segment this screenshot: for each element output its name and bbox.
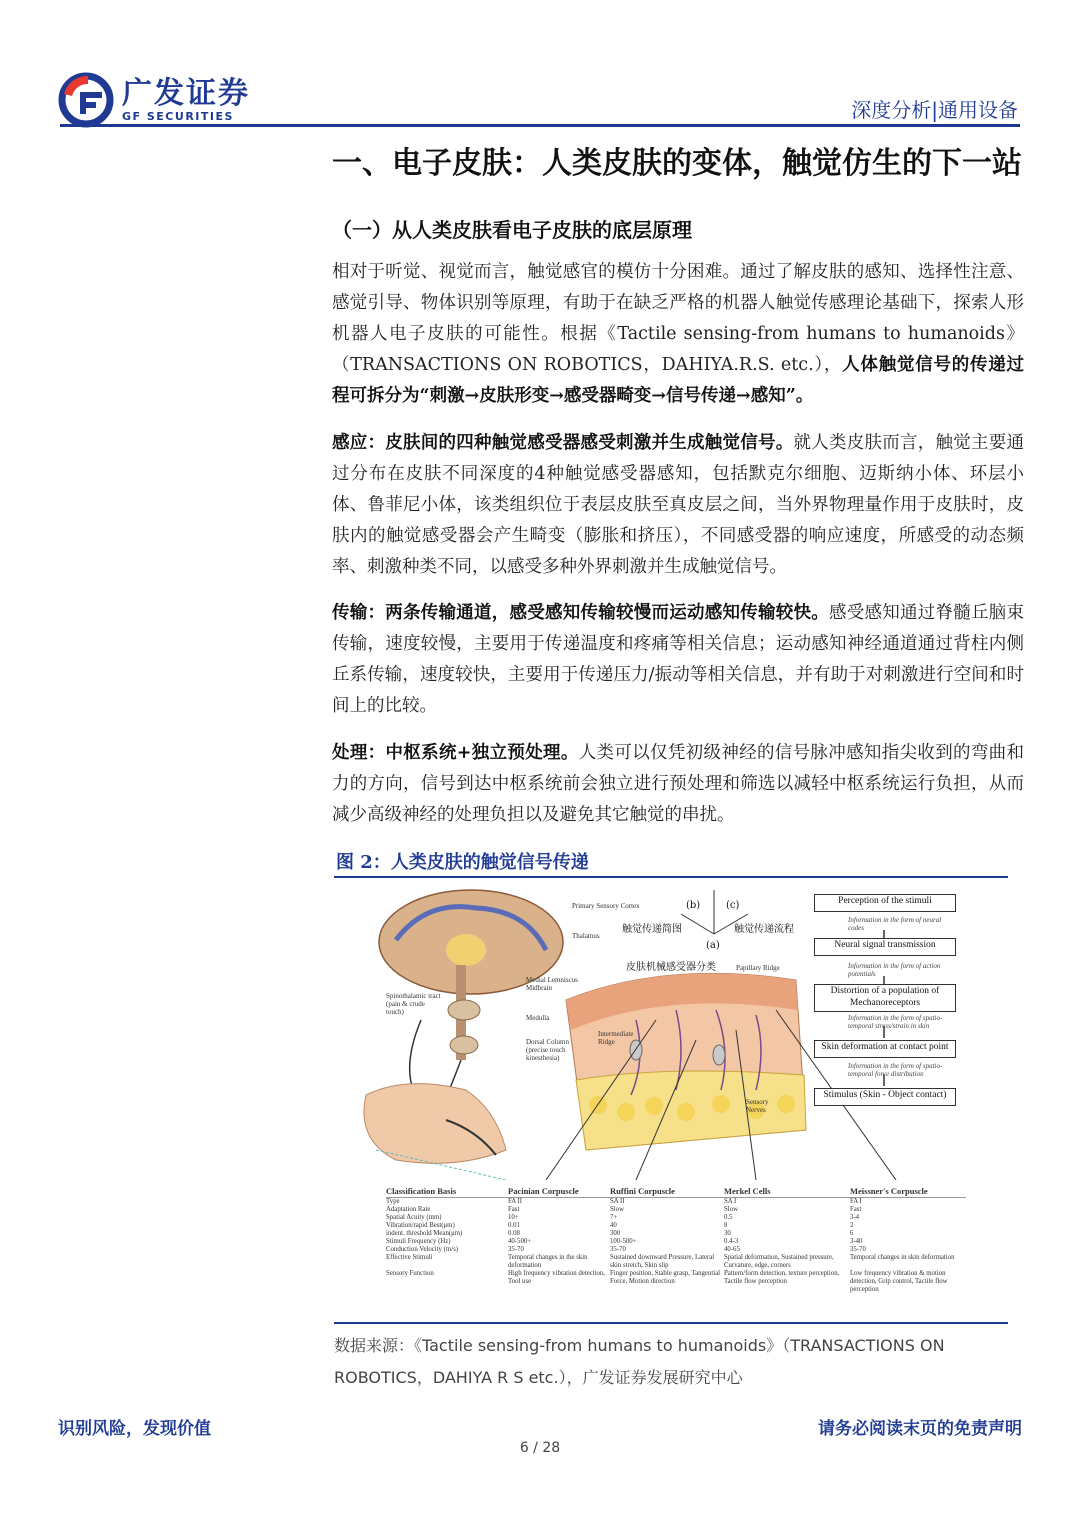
table-cell: Spatial deformation, Sustained pressure, Curvature, edge, corners (724, 1254, 834, 1269)
logo-chinese-name: 广发证券 (122, 75, 250, 111)
table-cell: Fast (850, 1206, 862, 1213)
paragraph-transmission (332, 598, 1024, 722)
table-cell: 3-40 (850, 1238, 863, 1245)
table-cell: Slow (724, 1206, 738, 1213)
panel-b-caption: 触觉传递简图 (622, 924, 682, 935)
table-cell: 7+ (610, 1214, 618, 1221)
table-cell: 0.5 (724, 1214, 733, 1221)
table-cell: 6 (850, 1230, 854, 1237)
table-cell: indent. threshold Mean(μm) (386, 1230, 463, 1237)
paragraph-bold: 处理：中枢系统+独立预处理。 (332, 743, 579, 763)
table-row (386, 1270, 966, 1294)
panel-c-label: (c) (726, 900, 740, 911)
skin-cross-section (566, 973, 806, 1150)
table-cell: Pattern/form detection, texture perception, Tactile flow perception (724, 1270, 840, 1285)
figure-source: 数据来源：《Tactile sensing-from humans to humanoids》（TRANSACTIONS ON ROBOTICS，DAHIYA R S etc.），广发证券发展研究中心 (334, 1336, 945, 1387)
paragraph-sensing (332, 428, 1024, 583)
table-body (386, 1198, 966, 1294)
flow-note-force-distribution: Information in the form of spatio-temporal force distribution (848, 1062, 943, 1078)
label-intermediate: Intermediate Ridge (598, 1030, 634, 1046)
table-cell: 40-65 (724, 1246, 740, 1253)
table-cell: Fast (508, 1206, 520, 1213)
table-cell: SA II (610, 1198, 625, 1205)
company-logo (58, 72, 250, 128)
label-papillary: Papillary Ridge (736, 964, 780, 972)
table-row (386, 1198, 966, 1206)
table-cell: Type (386, 1198, 400, 1205)
table-cell: 10+ (508, 1214, 519, 1221)
table-cell: 0.4-3 (724, 1238, 739, 1245)
paragraph-bold: 感应：皮肤间的四种触觉感受器感受刺激并生成触觉信号。 (332, 433, 794, 453)
logo-english-name: GF SECURITIES (122, 109, 234, 123)
flow-box-skin-deformation: Skin deformation at contact point (814, 1040, 956, 1058)
table-header-cell: Meissner's Corpuscle (850, 1186, 928, 1196)
table-cell: 35-70 (610, 1246, 626, 1253)
label-sensory-nerves: Sensory Nerves (746, 1098, 769, 1114)
paragraph-intro (332, 257, 1024, 412)
paragraph-text: 相对于听觉、视觉而言，触觉感官的模仿十分困难。通过了解皮肤的感知、选择性注意、感觉引导、物体识别等原理，有助于在缺乏严格的机器人触觉传感理论基础下，探索人形机器人电子皮肤的可能性。根据《Tactile sensing-from humans to humanoids》（TRANSACTIONS ON ROBOTICS，DAHIYA.R.S. etc.）， (332, 262, 1024, 375)
receptor-classification-table (386, 1186, 966, 1294)
table-row (386, 1222, 966, 1230)
table-cell: Sustained downward Pressure, Lateral skin stretch, Skin slip (610, 1254, 715, 1269)
figure-top-rule (334, 876, 1008, 878)
flow-note-action-potentials: Information in the form of action potentials (848, 962, 941, 978)
table-header-cell: Pacinian Corpuscle (508, 1186, 579, 1196)
table-cell: SA I (724, 1198, 737, 1205)
paragraph-text: 人类可以仅凭初级神经的信号脉冲感知指尖收到的弯曲和力的方向，信号到达中枢系统前会独立进行预处理和筛选以减轻中枢系统运行负担，从而减少高级神经的处理负担以及避免其它触觉的串扰。 (332, 743, 1025, 825)
table-cell: 30 (724, 1230, 731, 1237)
table-cell: Temporal changes in the skin deformation (508, 1254, 588, 1269)
table-header-cell: Ruffini Corpuscle (610, 1186, 675, 1196)
flow-box-distortion: Distortion of a population of Mechanoreceptors (814, 984, 956, 1012)
panel-a-caption: 皮肤机械感受器分类 (626, 962, 716, 973)
table-row (386, 1246, 966, 1254)
figure-bottom-rule (334, 1322, 1008, 1324)
footer-disclaimer: 请务必阅读末页的免责声明 (818, 1419, 1022, 1439)
table-cell: Temporal changes in skin deformation (850, 1254, 955, 1261)
footer-slogan: 识别风险，发现价值 (58, 1419, 211, 1439)
table-cell: Finger position, Stable grasp, Tangential Force, Motion direction (610, 1270, 721, 1285)
flow-note-neural-codes: Information in the form of neural codes (848, 916, 942, 932)
table-header-row (386, 1186, 966, 1198)
page-header (0, 0, 1080, 130)
subsection-title: （一）从人类皮肤看电子皮肤的底层原理 (332, 218, 692, 242)
table-cell: Low frequency vibration & motion detection, Grip control, Tactile flow perception (850, 1270, 948, 1293)
label-spinothalamic: Spinothalamic tract (pain & crude touch) (386, 992, 441, 1016)
page-number: 6 / 28 (519, 1440, 561, 1456)
table-cell: Conduction Velocity (m/s) (386, 1246, 458, 1253)
hand-illustration (364, 1084, 506, 1164)
panel-b-label: (b) (686, 900, 701, 911)
table-row (386, 1238, 966, 1246)
table-cell: 40 (610, 1222, 617, 1229)
table-cell: Spatial Acuity (mm) (386, 1214, 442, 1221)
report-category: 深度分析|通用设备 (851, 98, 1018, 122)
table-cell: 3-4 (850, 1214, 860, 1221)
paragraph-text: 就人类皮肤而言，触觉主要通过分布在皮肤不同深度的4种触觉感受器感知，包括默克尔细胞、迈斯纳小体、环层小体、鲁菲尼小体，该类组织位于表层皮肤至真皮层之间，当外界物理量作用于皮肤时，皮肤内的触觉感受器会产生畸变（膨胀和挤压），不同感受器的响应速度，所感受的动态频率、刺激种类不同，以感受多种外界刺激并生成触觉信号。 (332, 433, 1024, 577)
table-header-cell: Classification Basis (386, 1186, 457, 1196)
table-row (386, 1214, 966, 1222)
table-cell: Effective Stimuli (386, 1254, 433, 1261)
gf-logo-icon (58, 72, 114, 128)
table-cell: Adaptation Rate (386, 1206, 431, 1213)
table-cell: 0.08 (508, 1230, 520, 1237)
table-cell: 35-70 (508, 1246, 524, 1253)
figure-tactile-signal (336, 880, 1008, 1320)
table-cell: 0.01 (508, 1222, 520, 1229)
flow-box-stimulus: Stimulus (Skin - Object contact) (814, 1088, 956, 1106)
panel-a-label: (a) (706, 940, 720, 951)
flow-box-neural-transmission: Neural signal transmission (814, 938, 956, 956)
table-cell: 2 (850, 1222, 854, 1229)
table-cell: 300 (610, 1230, 621, 1237)
figure-caption: 图 2：人类皮肤的触觉信号传递 (336, 852, 589, 873)
table-cell: 40-500+ (508, 1238, 532, 1245)
table-row (386, 1206, 966, 1214)
table-cell: 35-70 (850, 1246, 866, 1253)
header-divider (60, 124, 1020, 127)
flow-box-perception: Perception of the stimuli (814, 894, 956, 912)
table-cell: Vibration/rapid Best(μm) (386, 1222, 455, 1229)
table-cell: 8 (724, 1222, 728, 1229)
table-cell: Stimuli Frequency (Hz) (386, 1238, 451, 1245)
label-thalamus: Thalamus (572, 932, 600, 940)
label-cortex: Primary Sensory Cortex (572, 902, 640, 910)
label-dorsal-column: Dorsal Column (precise touch kinesthesia) (526, 1038, 569, 1062)
paragraph-processing (332, 738, 1024, 831)
table-cell: Sensory Function (386, 1270, 434, 1277)
flow-note-stress-strain: Information in the form of spatio-temporal stress/strain in skin (848, 1014, 943, 1030)
table-row (386, 1230, 966, 1238)
table-cell: 100-500+ (610, 1238, 637, 1245)
table-cell: FA I (850, 1198, 862, 1205)
table-row (386, 1254, 966, 1270)
paragraph-bold: 传输：两条传输通道，感受感知传输较慢而运动感知传输较快。 (332, 603, 829, 623)
table-header-cell: Merkel Cells (724, 1186, 771, 1196)
label-medulla: Medulla (526, 1014, 550, 1022)
table-cell: FA II (508, 1198, 523, 1205)
panel-c-caption: 触觉传递流程 (734, 924, 794, 935)
label-medial: Medial Lemniscus Midbrain (526, 976, 578, 992)
paragraph-bold: 人体触觉信号的传递过程可拆分为“刺激→皮肤形变→感受器畸变→信号传递→感知”。 (332, 355, 1025, 406)
table-cell: High frequency vibration detection, Tool use (508, 1270, 606, 1285)
paragraph-text: 感受感知通过脊髓丘脑束传输，速度较慢，主要用于传递温度和疼痛等相关信息；运动感知神经通道通过背柱内侧丘系传输，速度较快，主要用于传递压力/振动等相关信息，并有助于对刺激进行空间和时间上的比较。 (332, 603, 1024, 716)
table-cell: Slow (610, 1206, 624, 1213)
section-title: 一、电子皮肤：人类皮肤的变体，触觉仿生的下一站 (332, 146, 1022, 181)
